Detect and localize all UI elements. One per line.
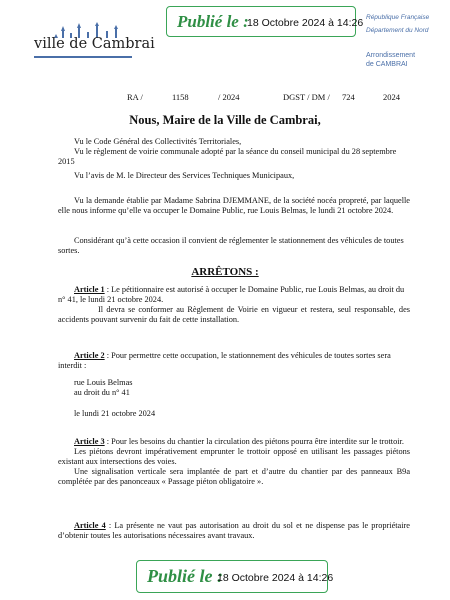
article-2-paragraph [58,351,410,371]
dept-ref: DGST / DM / [283,92,330,102]
article-1-paragraph [58,285,410,305]
article-4-paragraph [58,521,410,541]
visa-item: Vu le règlement de voirie communale adopté par la séance du conseil municipal du 28 septembre 2015 [58,147,397,166]
considering-paragraph: Considérant qu’à cette occasion il convient de réglementer le stationnement des véhicules de toutes sortes. [58,236,404,255]
republic-header [366,14,446,34]
article-3-text3: Une signalisation verticale sera implantée de part et d’autre du chantier par des panneaux B9a complétée par des panonceaux « Passage piéton obligatoire ». [58,467,410,486]
article-2-street: rue Louis Belmas [74,378,133,387]
article-4-label: Article 4 [74,521,106,530]
page-title: Nous, Maire de la Ville de Cambrai, [129,113,321,127]
article-2-label: Article 2 [74,351,105,360]
ra-label: RA / [127,92,143,102]
published-stamp-bottom [136,560,334,593]
logo-underline [34,56,132,58]
published-date: 18 Octobre 2024 à 14:26 [217,572,334,584]
article-1-label: Article 1 [74,285,105,294]
dept-number: 724 [342,92,355,102]
arretons-heading: ARRÊTONS : [191,266,259,278]
department-line: Département du Nord [366,27,429,34]
intro-paragraph: Vu la demande établie par Madame Sabrina DJEMMANE, de la société nocéa propreté, par laquelle elle nous informe qu’elle va occuper le Domaine Public, rue Louis Belmas, le lundi 21 octobre 2024. [58,196,410,215]
article-3-paragraph [58,437,410,447]
visa-item: Vu l’avis de M. le Directeur des Services Techniques Municipaux, [74,171,295,180]
ra-year: / 2024 [218,92,240,102]
article-4-text: : La présente ne vaut pas autorisation au droit du sol et ne dispense pas le propriétaire d’obtenir toutes les autorisations nécessaires avant travaux. [58,521,410,540]
article-2-date: le lundi 21 octobre 2024 [74,409,156,418]
city-logo [34,22,155,64]
arrondissement [366,51,446,69]
visa-item: Vu le Code Général des Collectivités Territoriales, [74,137,242,146]
article-2-text: : Pour permettre cette occupation, le stationnement des véhicules de toutes sortes sera interdit : [58,351,391,370]
article-1 [58,285,410,325]
article-1-text: : Le pétitionnaire est autorisé à occuper le Domaine Public, rue Louis Belmas, au droit du n° 41, le lundi 21 octobre 2024. [58,285,405,304]
article-3-label: Article 3 [74,437,105,446]
article-4 [58,521,410,541]
dept-year: 2024 [383,92,400,102]
article-2-number: au droit du n° 41 [74,388,130,397]
logo-text: ville de Cambrai [34,36,155,52]
article-3 [58,437,410,487]
published-date: 18 Octobre 2024 à 14:26 [247,17,364,29]
reference-line [0,92,450,104]
article-2 [58,351,410,419]
published-stamp-top [166,6,364,37]
ra-number: 1158 [172,92,189,102]
article-3-text2: Les piétons devront impérativement emprunter le trottoir opposé en utilisant les passages piétons existant aux intersections des voies. [58,447,410,466]
published-label: Publié le : [147,566,223,586]
article-1-text2: Il devra se conformer au Règlement de Voirie en vigueur et restera, seul responsable, des accidents pouvant survenir du fait de cette installation. [58,305,410,324]
visa-list [58,137,410,181]
arrondissement-line1: Arrondissement [366,52,416,59]
article-3-text: : Pour les besoins du chantier la circulation des piétons pourra être interdite sur le trottoir. [104,437,404,446]
arrondissement-line2: de CAMBRAI [366,61,408,68]
published-label: Publié le : [177,12,249,31]
republic-line: République Française [366,14,430,21]
